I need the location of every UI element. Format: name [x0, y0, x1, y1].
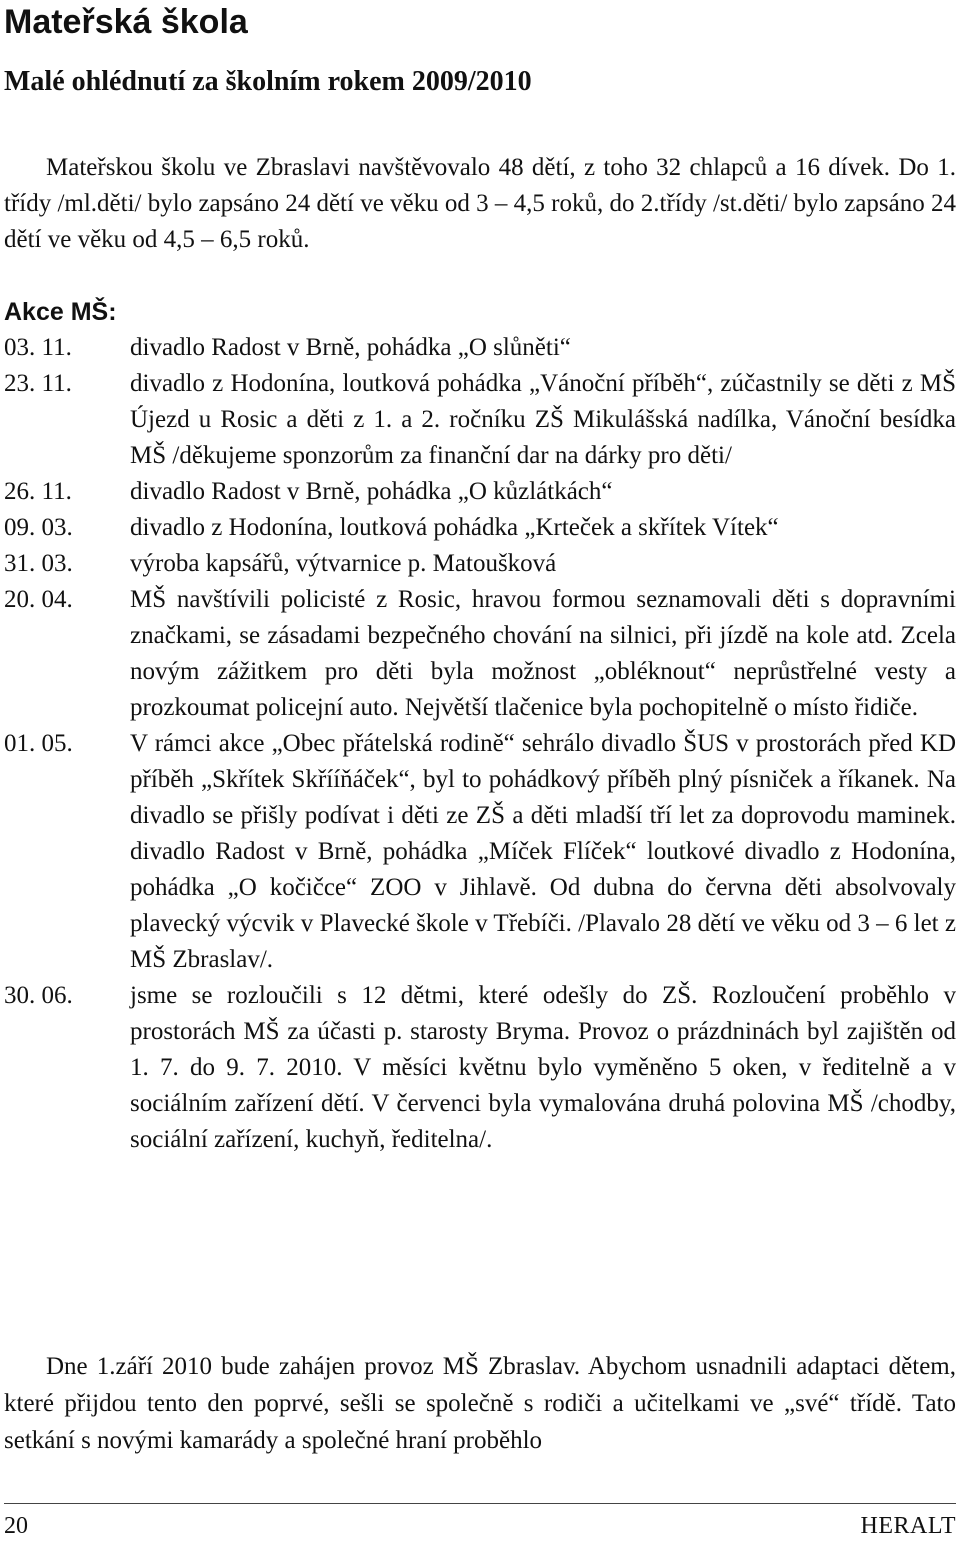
- event-date: 20. 04.: [4, 586, 73, 613]
- event-text: výroba kapsářů, výtvarnice p. Matoušková: [130, 550, 557, 577]
- event-item: [4, 546, 956, 582]
- event-text: jsme se rozloučili s 12 dětmi, které odešly do ZŠ. Rozloučení proběhlo v prostorách MŠ za účasti p. starosty Bryma. Provoz o prázdninách byl zajištěn od 1. 7. do 9. 7. 2010. V měsíci květnu bylo vyměněno 5 oken, v ředitelně a v sociálním zařízení dětí. V červenci byla vymalována druhá polovina MŠ /chodby, sociální zařízení, kuchyň, ředitelna/.: [130, 982, 956, 1153]
- event-text: V rámci akce „Obec přátelská rodině“ sehrálo divadlo ŠUS v prostorách před KD příběh „Skřítek Skřííňáček“, byl to pohádkový příběh plný písniček a říkanek. Na divadlo se přišly podívat i děti ze ZŠ a děti mladší tří let za doprovodu maminek. divadlo Radost v Brně, pohádka „Míček Flíček“ loutkové divadlo z Hodonína, pohádka „O kočičce“ ZOO v Jihlavě. Od dubna do června děti absolvovaly plavecký výcvik v Plavecké škole v Třebíči. /Plavalo 28 dětí ve věku od 3 – 6 let z MŠ Zbraslav/.: [130, 730, 956, 973]
- event-item: [4, 474, 956, 510]
- event-text: divadlo z Hodonína, loutková pohádka „Krteček a skřítek Vítek“: [130, 514, 779, 541]
- article-title: Malé ohlédnutí za školním rokem 2009/2010: [4, 66, 532, 97]
- event-item: [4, 366, 956, 474]
- event-item: [4, 582, 956, 726]
- event-item: [4, 978, 956, 1158]
- event-date: 31. 03.: [4, 550, 73, 577]
- magazine-name: HERALT: [860, 1513, 956, 1539]
- intro-paragraph: Mateřskou školu ve Zbraslavi navštěvovalo 48 dětí, z toho 32 chlapců a 16 dívek. Do 1. třídy /ml.děti/ bylo zapsáno 24 dětí ve věku od 3 – 4,5 roků, do 2.třídy /st.děti/ bylo zapsáno 24 dětí ve věku od 4,5 – 6,5 roků.: [4, 154, 956, 253]
- section-title: Mateřská škola: [4, 3, 248, 41]
- event-text: MŠ navštívili policisté z Rosic, hravou formou seznamovali děti s dopravními značkami, se zásadami bezpečného chování na silnici, při jízdě na kole atd. Zcela novým zážitkem pro děti byla možnost „obléknout“ neprůstřelné vesty a prozkoumat policejní auto. Největší tlačenice byla pochopitelně o místo řidiče.: [130, 586, 956, 721]
- event-date: 23. 11.: [4, 370, 72, 397]
- event-item: [4, 510, 956, 546]
- event-text: divadlo z Hodonína, loutková pohádka „Vánoční příběh“, zúčastnily se děti z MŠ Újezd u Rosic a děti z 1. a 2. ročníku ZŠ Mikulášská nadílka, Vánoční besídka MŠ /děkujeme sponzorům za finanční dar na dárky pro děti/: [130, 370, 956, 469]
- event-date: 03. 11.: [4, 334, 72, 361]
- event-text: divadlo Radost v Brně, pohádka „O slůněti“: [130, 334, 571, 361]
- footer-divider: [4, 1503, 956, 1504]
- event-date: 30. 06.: [4, 982, 73, 1009]
- page-number: 20: [4, 1513, 28, 1539]
- events-list: [4, 330, 956, 1158]
- closing-paragraph: Dne 1.září 2010 bude zahájen provoz MŠ Zbraslav. Abychom usnadnili adaptaci dětem, které přijdou tento den poprvé, sešli se společně s rodiči a učitelkami ve „své“ třídě. Tato setkání s novými kamarády a společné hraní proběhlo: [4, 1353, 956, 1454]
- events-heading: Akce MŠ:: [4, 298, 117, 326]
- event-date: 26. 11.: [4, 478, 72, 505]
- event-text: divadlo Radost v Brně, pohádka „O kůzlátkách“: [130, 478, 613, 505]
- event-date: 01. 05.: [4, 730, 73, 757]
- event-item: [4, 726, 956, 978]
- event-item: [4, 330, 956, 366]
- event-date: 09. 03.: [4, 514, 73, 541]
